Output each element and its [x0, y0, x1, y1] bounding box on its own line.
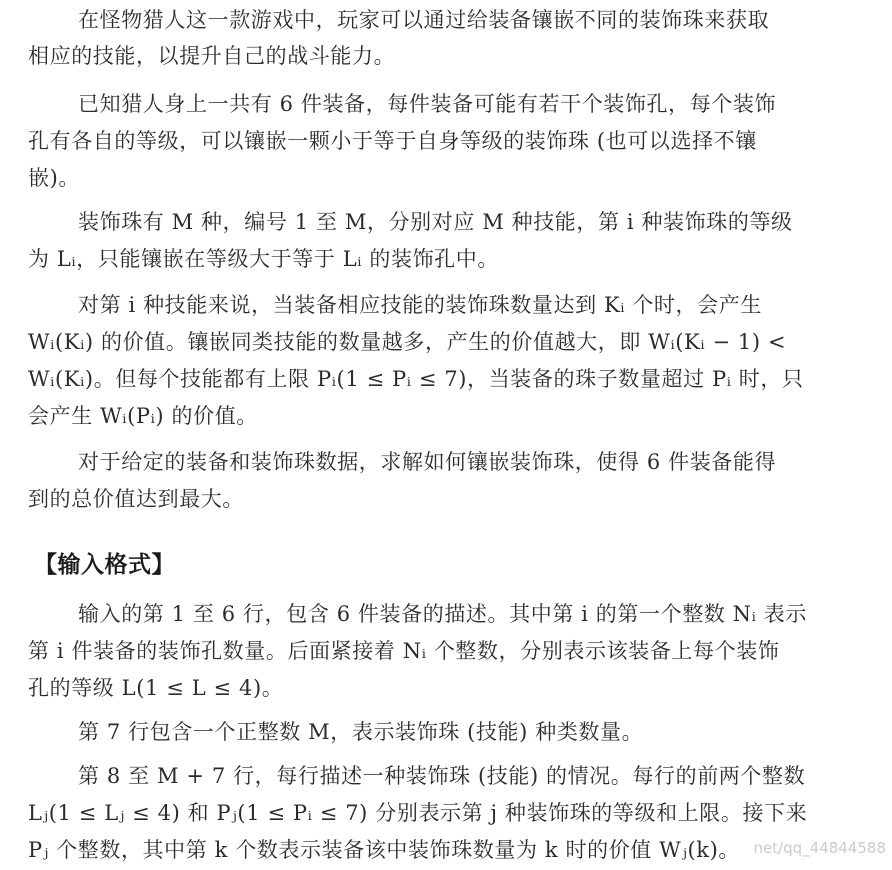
input-paragraph-1-line-1: 输入的第 1 至 6 行，包含 6 件装备的描述。其中第 i 的第一个整数 Nᵢ 表示	[78, 602, 807, 626]
section-heading-input-format: 【输入格式】	[34, 552, 175, 578]
paragraph-3-line-2: 为 Lᵢ，只能镶嵌在等级大于等于 Lᵢ 的装饰孔中。	[28, 247, 499, 271]
paragraph-5-line-2: 到的总价值达到最大。	[28, 487, 244, 511]
paragraph-4-line-4: 会产生 Wᵢ(Pᵢ) 的价值。	[28, 404, 258, 428]
paragraph-4-line-1: 对第 i 种技能来说，当装备相应技能的装饰珠数量达到 Kᵢ 个时，会产生	[78, 293, 762, 317]
input-paragraph-1-line-2: 第 i 件装备的装饰孔数量。后面紧接着 Nᵢ 个整数，分别表示该装备上每个装饰	[28, 639, 780, 663]
paragraph-2-line-3: 嵌)。	[28, 166, 80, 190]
paragraph-2-line-1: 已知猎人身上一共有 6 件装备，每件装备可能有若干个装饰孔，每个装饰	[78, 92, 777, 116]
input-paragraph-2-line-1: 第 7 行包含一个正整数 M，表示装饰珠 (技能) 种类数量。	[78, 720, 644, 744]
paragraph-1-line-2: 相应的技能，以提升自己的战斗能力。	[28, 44, 396, 68]
paragraph-5-line-1: 对于给定的装备和装饰珠数据，求解如何镶嵌装饰珠，使得 6 件装备能得	[78, 450, 777, 474]
input-paragraph-3-line-3: Pⱼ 个整数，其中第 k 个数表示装备该中装饰珠数量为 k 时的价值 Wⱼ(k)。	[28, 838, 741, 862]
paragraph-1-line-1: 在怪物猎人这一款游戏中，玩家可以通过给装备镶嵌不同的装饰珠来获取	[78, 8, 770, 32]
input-paragraph-3-line-1: 第 8 至 M + 7 行，每行描述一种装饰珠 (技能) 的情况。每行的前两个整数	[78, 764, 806, 788]
paragraph-2-line-2: 孔有各自的等级，可以镶嵌一颗小于等于自身等级的装饰珠 (也可以选择不镶	[28, 129, 757, 153]
watermark: net/qq_44844588	[753, 839, 886, 857]
paragraph-4-line-3: Wᵢ(Kᵢ)。但每个技能都有上限 Pᵢ(1 ≤ Pᵢ ≤ 7)，当装备的珠子数量超过 Pᵢ 时，只	[28, 367, 804, 391]
input-paragraph-1-line-3: 孔的等级 L(1 ≤ L ≤ 4)。	[28, 676, 284, 700]
paragraph-4-line-2: Wᵢ(Kᵢ) 的价值。镶嵌同类技能的数量越多，产生的价值越大，即 Wᵢ(Kᵢ − 1) <	[28, 330, 787, 354]
paragraph-3-line-1: 装饰珠有 M 种，编号 1 至 M，分别对应 M 种技能，第 i 种装饰珠的等级	[78, 210, 793, 234]
input-paragraph-3-line-2: Lⱼ(1 ≤ Lⱼ ≤ 4) 和 Pⱼ(1 ≤ Pᵢ ≤ 7) 分别表示第 j 种装饰珠的等级和上限。接下来	[28, 801, 808, 825]
